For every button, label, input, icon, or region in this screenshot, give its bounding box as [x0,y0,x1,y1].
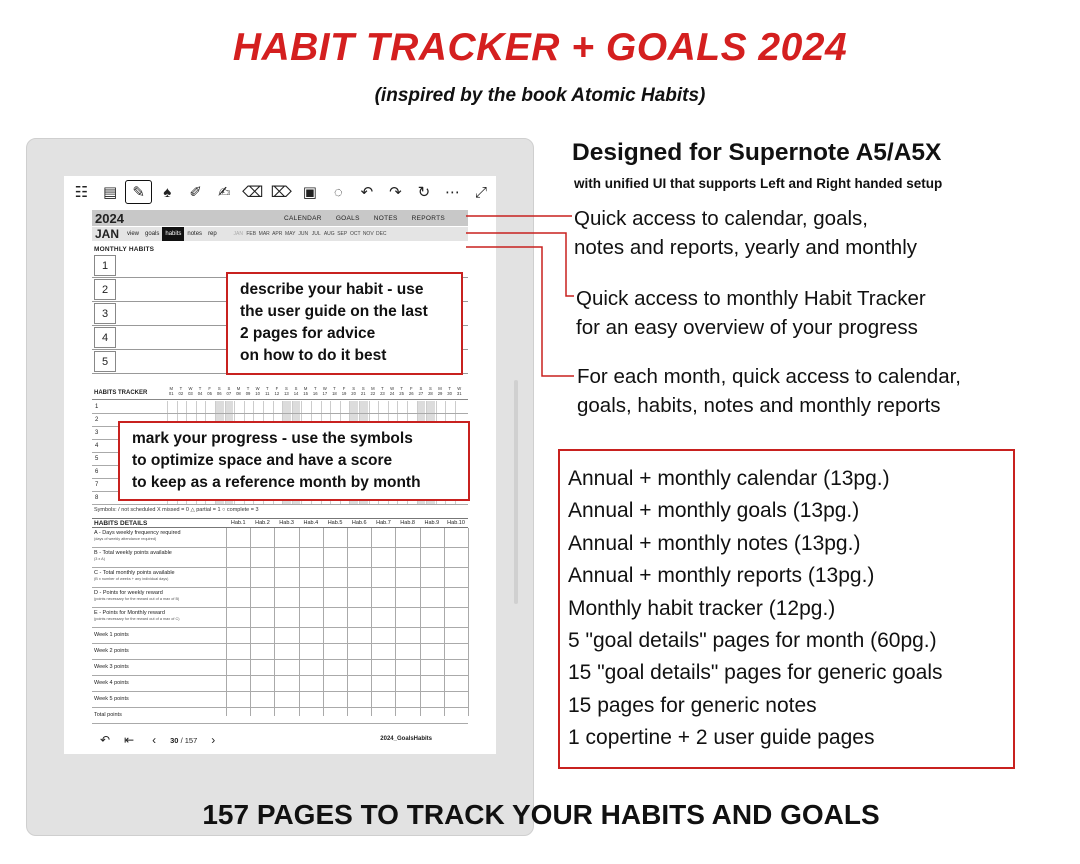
day-letter: M [371,386,375,391]
habit-number: 2 [94,279,116,300]
day-letter: S [227,386,231,391]
detail-row-title: C - Total monthly points available [94,570,175,576]
month-link-oct[interactable]: OCT [349,231,361,237]
footer-banner: 157 PAGES TO TRACK YOUR HABITS AND GOALS [202,799,880,830]
more-icon[interactable]: ⋯ [444,184,460,201]
detail-row-title: A - Days weekly frequency required [94,530,181,536]
month-link-jun[interactable]: JUN [298,231,309,237]
day-number: 07 [226,391,232,396]
day-number: 02 [178,391,184,396]
symbols-legend: Symbols: / not scheduled X missed = 0 △ partial = 1 ○ complete = 3 [94,507,259,513]
day-letter: F [275,386,279,391]
nav-goals[interactable]: GOALS [335,214,360,222]
day-number: 01 [168,391,174,396]
feature-item: Annual + monthly calendar (13pg.) [568,467,890,490]
habit-column-header: Hab.4 [303,520,319,526]
describe-line-4: on how to do it best [240,347,387,364]
detail-row-title: Week 4 points [94,680,129,686]
day-letter: S [352,386,356,391]
day-letter: S [294,386,298,391]
day-number: 10 [255,391,260,396]
day-letter: W [322,386,327,391]
day-number: 13 [284,391,289,396]
day-letter: S [285,386,288,391]
quick-habit-line-2: for an easy overview of your progress [576,316,918,339]
connector-each-month [466,247,574,376]
habit-column-header: Hab.8 [400,520,415,526]
eraser-alt-icon[interactable]: ⌦ [270,184,292,201]
habit-column-header: Hab.10 [447,520,465,526]
tracker-row-number: 6 [95,469,99,475]
day-letter: W [390,386,395,391]
mark-line-3: to keep as a reference month by month [132,474,421,491]
headline: HABIT TRACKER + GOALS 2024 [232,26,848,69]
day-number: 15 [303,391,308,396]
quick-habit-line-1: Quick access to monthly Habit Tracker [576,287,926,310]
day-letter: W [255,386,260,391]
day-number: 21 [360,391,366,396]
lasso-icon[interactable]: ◌ [333,183,343,201]
day-letter: T [179,386,183,391]
habit-number: 1 [94,255,116,276]
year-label: 2024 [95,210,124,226]
day-letter: T [448,386,451,391]
habit-column-header: Hab.3 [279,520,294,526]
features-box [558,449,1015,769]
month-link-nov[interactable]: NOV [362,231,374,237]
prev-page-icon[interactable]: ‹ [152,733,157,747]
day-number: 26 [408,391,414,396]
tracker-row-number: 5 [95,456,99,462]
feature-item: Annual + monthly goals (13pg.) [568,499,860,523]
each-month-line-1: For each month, quick access to calendar, [577,365,962,388]
feature-item: 5 "goal details" pages for month (60pg.) [568,629,937,653]
toc-icon[interactable]: ▤ [102,184,118,201]
day-letter: M [303,386,308,391]
day-number: 11 [265,391,270,396]
day-letter: T [400,386,403,391]
tracker-row-number: 7 [95,482,99,488]
month-link-aug[interactable]: AUG [323,231,335,237]
eraser-icon[interactable]: ⌫ [242,184,264,201]
day-letter: T [381,386,384,391]
day-letter: T [198,386,202,391]
quick-calendar-line-2: notes and reports, yearly and monthly [574,236,917,259]
day-number: 28 [428,391,433,396]
habit-column-header: Hab.2 [255,520,270,526]
detail-row-title: D - Points for weekly reward [94,590,163,596]
day-number: 29 [437,391,443,396]
day-letter: F [342,386,346,391]
day-letter: T [313,386,317,391]
day-number: 27 [418,391,424,396]
day-letter: M [236,386,241,391]
day-number: 14 [293,391,299,396]
tab-rep[interactable]: rep [208,231,217,237]
detail-row-subtitle: (days of weekly attendance required) [94,537,157,541]
day-number: 16 [312,391,318,396]
sync-icon[interactable]: ↻ [417,184,431,201]
pencil-icon[interactable]: ✐ [189,184,202,201]
day-number: 18 [332,391,337,396]
detail-row-title: Week 1 points [94,632,129,638]
detail-row-subtitle: (points necessary for the reward out of a max of B) [94,597,180,601]
day-letter: S [419,386,423,391]
monthly-habits-label: MONTHLY HABITS [94,246,155,253]
day-number: 24 [389,391,395,396]
habit-column-header: Hab.9 [424,520,440,526]
details-label: HABITS DETAILS [94,520,148,527]
day-number: 04 [197,391,203,396]
month-link-apr[interactable]: APR [272,231,283,237]
habit-column-header: Hab.7 [376,520,391,526]
shape-icon[interactable]: ▣ [302,184,317,201]
day-letter: T [333,386,336,391]
back-history-icon[interactable]: ⇤ [124,733,135,747]
designed-subtitle: with unified UI that supports Left and Right handed setup [574,176,943,191]
signature-icon[interactable]: ✍ [217,184,231,201]
month-link-may[interactable]: MAY [285,231,296,237]
day-letter: W [188,386,193,391]
day-letter: W [457,386,462,391]
detail-row-title: E - Points for Monthly reward [94,610,165,616]
annotation-quick-calendar [574,204,917,262]
page-total: / 157 [180,735,198,745]
month-link-feb[interactable]: FEB [246,231,257,237]
back-icon[interactable]: ↶ [100,733,111,747]
feature-item: 15 pages for generic notes [568,693,817,717]
day-number: 22 [370,391,376,396]
nav-reports[interactable]: REPORTS [411,214,446,222]
pen-icon[interactable]: ✎ [125,180,152,204]
detail-row-title: Week 3 points [94,664,129,670]
day-number: 03 [188,391,193,396]
detail-row-title: Week 2 points [94,648,129,654]
month-link-mar[interactable]: MAR [258,231,270,237]
day-letter: S [217,386,221,391]
designed-title: Designed for Supernote A5/A5X [572,139,942,166]
day-number: 09 [245,391,251,396]
day-letter: M [169,386,173,391]
month-link-jul[interactable]: JUL [311,231,321,237]
nav-calendar[interactable]: CALENDAR [284,214,322,222]
tracker-row-number: 4 [95,443,99,449]
day-number: 17 [322,391,328,396]
nav-notes[interactable]: NOTES [373,214,398,222]
annotation-quick-habit [576,284,926,342]
marker-icon[interactable]: ♠ [163,183,172,201]
habit-number: 4 [94,327,116,348]
day-number: 19 [341,391,347,396]
detail-row-subtitle: (points necessary for the reward out of a max of C) [94,617,180,621]
fullscreen-icon[interactable]: ⤢ [475,183,488,201]
month-link-dec[interactable]: DEC [375,231,387,237]
undo-icon[interactable]: ↶ [360,184,374,201]
habit-number: 3 [94,303,116,324]
feature-item: Annual + monthly notes (13pg.) [568,531,861,555]
day-letter: T [246,386,250,391]
connector-habit-tracker [466,233,574,296]
tracker-row-number: 2 [95,417,99,423]
quick-calendar-line-1: Quick access to calendar, goals, [574,207,868,230]
feature-item: 1 copertine + 2 user guide pages [568,726,875,750]
subheadline: (inspired by the book Atomic Habits) [374,85,706,106]
feature-item: Annual + monthly reports (13pg.) [568,564,875,588]
detail-row-title: B - Total weekly points available [94,550,172,556]
each-month-line-2: goals, habits, notes and monthly reports [577,394,941,417]
tracker-row-number: 8 [95,495,99,501]
day-letter: T [265,386,269,391]
tracker-row-number: 1 [95,404,99,410]
annotation-each-month [577,362,961,420]
feature-item: 15 "goal details" pages for generic goals [568,661,943,685]
habit-column-header: Hab.5 [327,520,343,526]
describe-line-1: describe your habit - use [240,281,424,298]
tab-goals[interactable]: goals [145,231,160,237]
tab-habits[interactable]: habits [162,227,184,241]
page-current: 30 [170,735,179,745]
day-number: 31 [456,391,462,396]
redo-icon[interactable]: ↷ [389,184,402,201]
day-number: 23 [380,391,385,396]
describe-line-3: 2 pages for advice [240,325,376,342]
habit-number: 5 [94,351,116,372]
habit-column-header: Hab.1 [230,520,246,526]
day-number: 20 [351,391,356,396]
detail-row-title: Week 5 points [94,696,129,702]
describe-line-2: the user guide on the last [240,303,428,320]
habit-column-header: Hab.6 [351,520,367,526]
day-letter: S [429,386,432,391]
day-number: 08 [236,391,241,396]
day-number: 12 [274,391,280,396]
day-number: 25 [399,391,404,396]
day-letter: M [438,386,442,391]
tab-notes[interactable]: notes [187,231,203,237]
file-name: 2024_GoalsHabits [380,736,432,742]
detail-row-subtitle: (3 x A) [94,557,105,561]
next-page-icon[interactable]: › [211,733,216,747]
feature-item: Monthly habit tracker (12pg.) [568,596,836,620]
day-number: 05 [207,391,212,396]
tracker-label: HABITS TRACKER [94,390,148,396]
month-label: JAN [95,227,120,241]
mark-line-1: mark your progress - use the symbols [132,430,413,447]
detail-row-subtitle: (B x number of weeks + any individual days) [94,577,169,581]
month-link-jan[interactable]: JAN [233,231,243,237]
layout-icon[interactable]: ☷ [74,184,89,201]
tab-view[interactable]: view [127,231,140,237]
detail-row-title: Total points [94,712,122,718]
month-link-sep[interactable]: SEP [337,231,348,237]
day-letter: S [361,386,365,391]
tracker-row-number: 3 [95,430,99,436]
day-number: 06 [216,391,222,396]
day-letter: F [208,386,211,391]
day-letter: F [409,386,413,391]
mark-line-2: to optimize space and have a score [132,452,393,469]
day-number: 30 [447,391,452,396]
